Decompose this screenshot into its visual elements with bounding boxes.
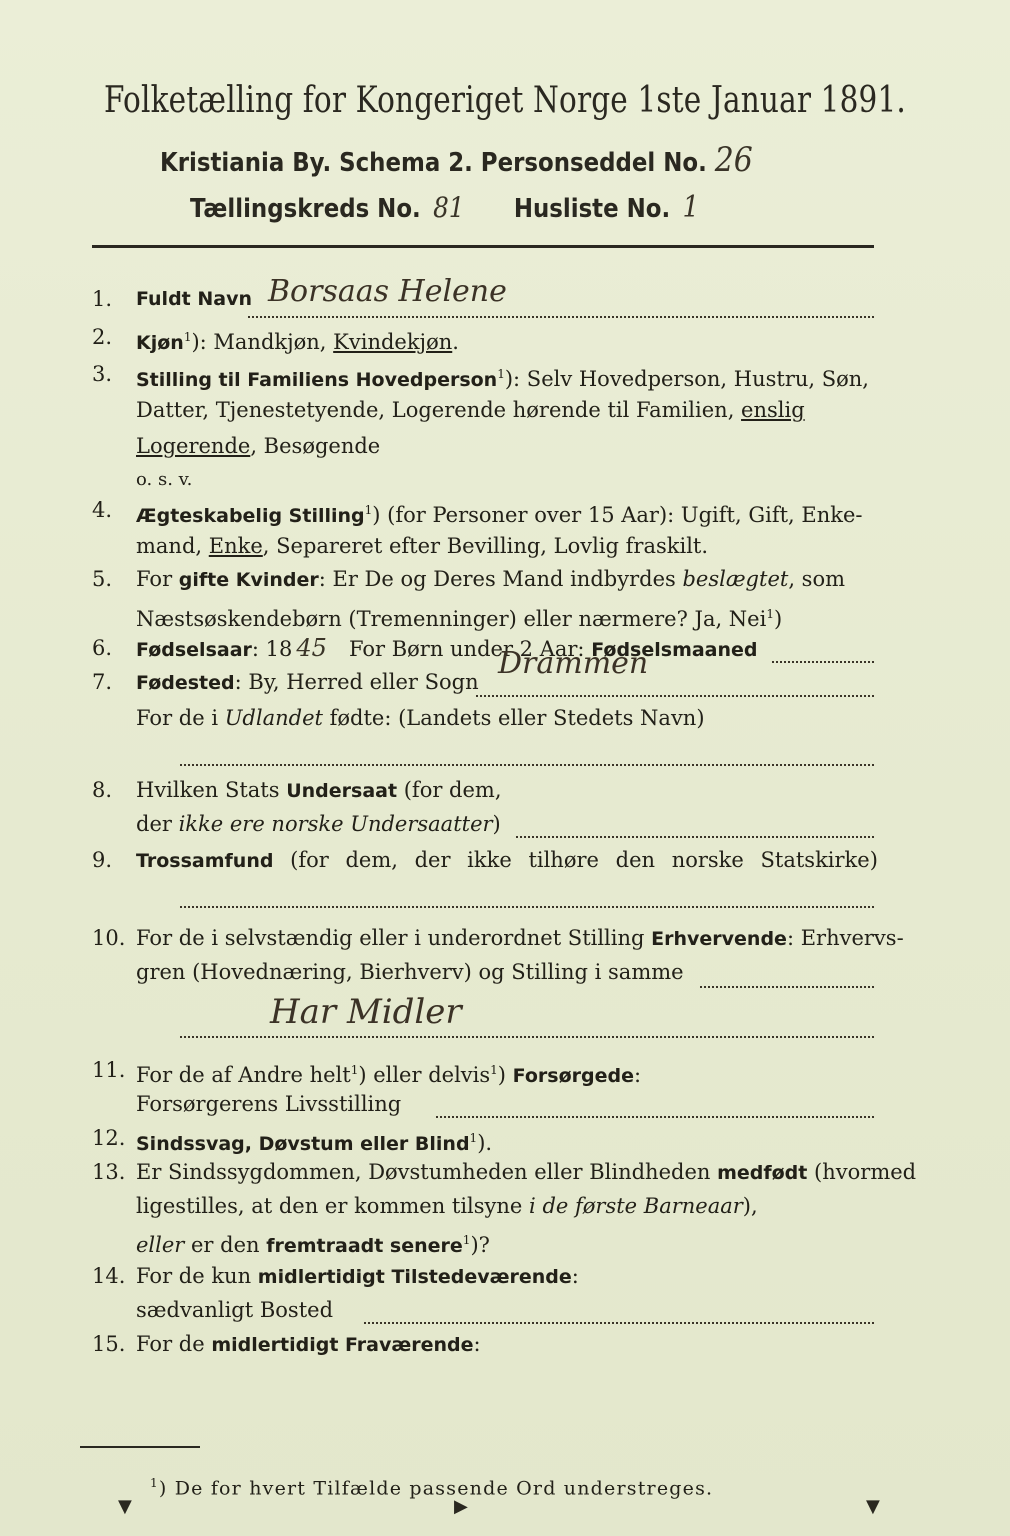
field-label: gifte Kvinder [178,569,319,591]
field-text: : 18 [251,637,293,661]
field-number: 1. [92,287,113,311]
field-text: For de [136,1332,212,1356]
form-subtitle-2 [190,190,712,225]
field-text: ) (for Personer over 15 Aar): Ugift, Gift, Enke- [372,503,863,527]
field-number: 11. [92,1058,126,1082]
selected-option: enslig [741,398,805,422]
footnote-divider [80,1446,200,1448]
field-number: 6. [92,636,113,660]
selected-option: Enke [208,534,263,558]
field-label: Kjøn [136,332,184,354]
field-label: midlertidigt Tilstedeværende [257,1266,572,1288]
field-number: 12. [92,1126,126,1150]
kreds-number: 81 [433,191,465,224]
field-number: 4. [92,498,113,522]
field-text: , Separeret efter Bevilling, Lovlig fraskilt. [262,534,709,558]
foreign-birthplace-line [180,764,874,766]
field-number: 15. [92,1332,126,1356]
field-label: Erhvervende [651,928,787,950]
field-text: gren (Hovednæring, Bierhverv) og Stilling i samme [136,960,684,984]
field-text: ), [742,1194,758,1218]
field-number: 14. [92,1264,126,1288]
form-subtitle [160,140,753,180]
footnote-ref: 1 [766,607,774,621]
field-text: . [452,330,459,354]
occupation-line-1 [700,986,874,988]
field-number: 2. [92,325,113,349]
husliste-label: Husliste No. [513,194,671,224]
field-label: Stilling til Familiens Hovedperson [136,369,498,391]
register-mark-center: ▶ [454,1496,468,1517]
field-text: ) eller delvis [358,1063,491,1087]
field-number: 13. [92,1160,126,1184]
field-text: ligestilles, at den er kommen tilsyne [136,1194,530,1218]
field-text: For de i selvstændig eller i underordnet Stilling [136,926,652,950]
field-text: Hvilken Stats [136,778,287,802]
field-text: ) [497,1063,513,1087]
field-label: Trossamfund [136,850,274,872]
name-value: Borsaas Helene [268,274,507,309]
birth-year-value: 45 [296,634,327,662]
field-text: der [136,812,179,836]
field-text: )? [470,1233,490,1257]
field-text: : Er De og Deres Mand indbyrdes [318,567,683,591]
field-text: sædvanligt Bosted [136,1298,334,1322]
usual-residence-line [364,1322,874,1324]
field-label: Forsørgede [512,1065,635,1087]
field-label: Fødested [136,672,235,694]
footnote-ref: 1 [350,1063,359,1077]
field-text: (for dem, der ikke tilhøre den norske Statskirke) [273,848,878,872]
name-line [248,316,874,318]
footnote-ref: 1 [183,330,192,344]
field-text: For de i [136,706,225,730]
field-number: 3. [92,362,113,386]
field-label: Fødselsaar [136,639,252,661]
field-text: ): Selv Hovedperson, Hustru, Søn, [504,367,869,391]
register-mark-right: ▼ [866,1496,880,1517]
field-text: : [473,1332,481,1356]
form-title: Folketælling for Kongeriget Norge 1ste Januar 1891. [104,80,906,121]
field-text: mand, [136,534,209,558]
field-text: Forsørgerens Livsstilling [136,1092,402,1116]
field-text: eller [136,1233,185,1257]
field-text: : Erhvervs- [786,926,904,950]
field-text: i de første Barneaar [529,1194,743,1218]
field-text: For Børn under 2 Aar: [348,637,592,661]
field-text: o. s. v. [136,469,193,490]
field-number: 5. [92,567,113,591]
field-number: 7. [92,670,113,694]
field-text: fødte: (Landets eller Stedets Navn) [322,706,705,730]
personseddel-label: Kristiania By. Schema 2. Personseddel No. [160,148,707,178]
header-divider [92,245,874,248]
footnote-ref: 1 [490,1063,498,1077]
field-label: fremtraadt senere [266,1235,463,1257]
footnote-ref: 1 [497,367,505,381]
field-label: Fuldt Navn [136,288,253,310]
field-text: : [634,1063,642,1087]
husliste-number: 1 [682,190,700,225]
field-text: , som [788,567,845,591]
footnote-ref: 1 [364,503,373,517]
footnote-ref: 1 [469,1131,478,1145]
census-form-page: Folketælling for Kongeriget Norge 1ste Januar 1891. Kristiania By. Schema 2. Personseddel No. 26 Tællingskreds No. 81 Husliste No. 1 1. Fuldt Navn Borsaas Helene 2. Kjøn$^1$): Mandkjøn, Kvindekjøn. 3. Stilling til Familiens Hovedperson$^1$): Selv Hovedperson, Hustru, Søn, Datter, Tjenestetyende, Logerende hørende til Familien, enslig Logerende, Besøgende o. s. v. 4. Ægteskabelig Stilling$^1$) (for Personer over 15 Aar): Ugift, Gift, Enke- mand, Enke, Separeret efter Bevilling, Lovlig fraskilt. 5. For gifte Kvinder: Er De og Deres Mand indbyrdes beslægtet, som Næstsøskendebørn (Tremenninger) eller nærmere? Ja, Nei$^1$) 6. Fødselsaar: 18 45 For Børn under 2 Aar: Fødselsmaaned 7. Fødested: By, Herred eller Sogn Drammen For de i Udlandet fødte: (Landets eller Stedets Navn) 8. Hvilken Stats Undersaat (for dem, der ikke ere norske Undersaatter) 9. Trossamfund (for dem, der ikke tilhøre den norske Statskirke) 10. For de i selvstændig eller i underordnet Stilling Erhvervende: Erhvervs- gren (Hovednæring, Bierhverv) og Stilling i samme Har Midler 11. For de af Andre helt$^1$) eller delvis$^1$) Forsørgede: Forsørgerens Livsstilling 12. Sindssvag, Døvstum eller Blind$^1$). 13. Er Sindssygdommen, Døvstumheden eller Blindheden medfødt (hvormed ligestilles, at den er kommen tilsyne i de første Barneaar), eller er den fremtraadt senere$^1$)? 14. For de kun midlertidigt Tilstedeværende: sædvanligt Bosted 15. For de midlertidigt Fraværende: $^1$) De for hvert Tilfælde passende Ord understreges. ▼ ▶ ▼ [0,0,1010,1536]
supporter-line [436,1116,874,1118]
field-text: Er Sindssygdommen, Døvstumheden eller Blindheden [136,1160,718,1184]
field-text: er den [184,1233,267,1257]
field-label: midlertidigt Fraværende [211,1334,474,1356]
field-label: Sindssvag, Døvstum eller Blind [136,1133,470,1155]
field-label: Fødselsmaaned [591,639,758,661]
field-text: ). [477,1131,493,1155]
field-text: ): Mandkjøn, [191,330,334,354]
field-text: ikke ere norske Undersaatter [178,812,493,836]
birth-month-line [772,661,874,663]
occupation-value: Har Midler [270,992,462,1032]
field-text: ) [492,812,501,836]
field-text: : [571,1264,579,1288]
field-text: Udlandet [224,706,323,730]
selected-option: Kvindekjøn [333,330,453,354]
field-label: Ægteskabelig Stilling [136,505,365,527]
field-text: For [136,567,179,591]
register-mark-left: ▼ [118,1496,132,1517]
footnote-ref: 1 [462,1233,471,1247]
field-text: beslægtet [682,567,789,591]
selected-option: Logerende [136,434,251,458]
footnote [150,1476,713,1499]
field-label: medfødt [717,1162,808,1184]
field-text: For de kun [136,1264,258,1288]
field-text: (hvormed [807,1160,917,1184]
field-text: : By, Herred eller Sogn [234,670,479,694]
kreds-label: Tællingskreds No. [190,194,421,224]
field-number: 8. [92,778,113,802]
birthplace-line [476,695,874,697]
birthplace-value: Drammen [498,646,649,681]
field-text: Datter, Tjenestetyende, Logerende hørende til Familien, [136,398,742,422]
occupation-line-2 [180,1036,874,1038]
religion-line [180,906,874,908]
footnote-text: ) De for hvert Tilfælde passende Ord understreges. [158,1477,714,1500]
field-number: 10. [92,926,126,950]
field-label: Undersaat [286,780,398,802]
field-number: 9. [92,848,113,872]
personseddel-number: 26 [714,140,753,180]
field-text: , Besøgende [250,434,381,458]
footnote-marker: 1 [150,1476,159,1490]
field-text: Næstsøskendebørn (Tremenninger) eller nærmere? Ja, Nei [136,607,767,631]
citizenship-line [516,836,874,838]
field-text: (for dem, [397,778,502,802]
field-text: For de af Andre helt [136,1063,351,1087]
